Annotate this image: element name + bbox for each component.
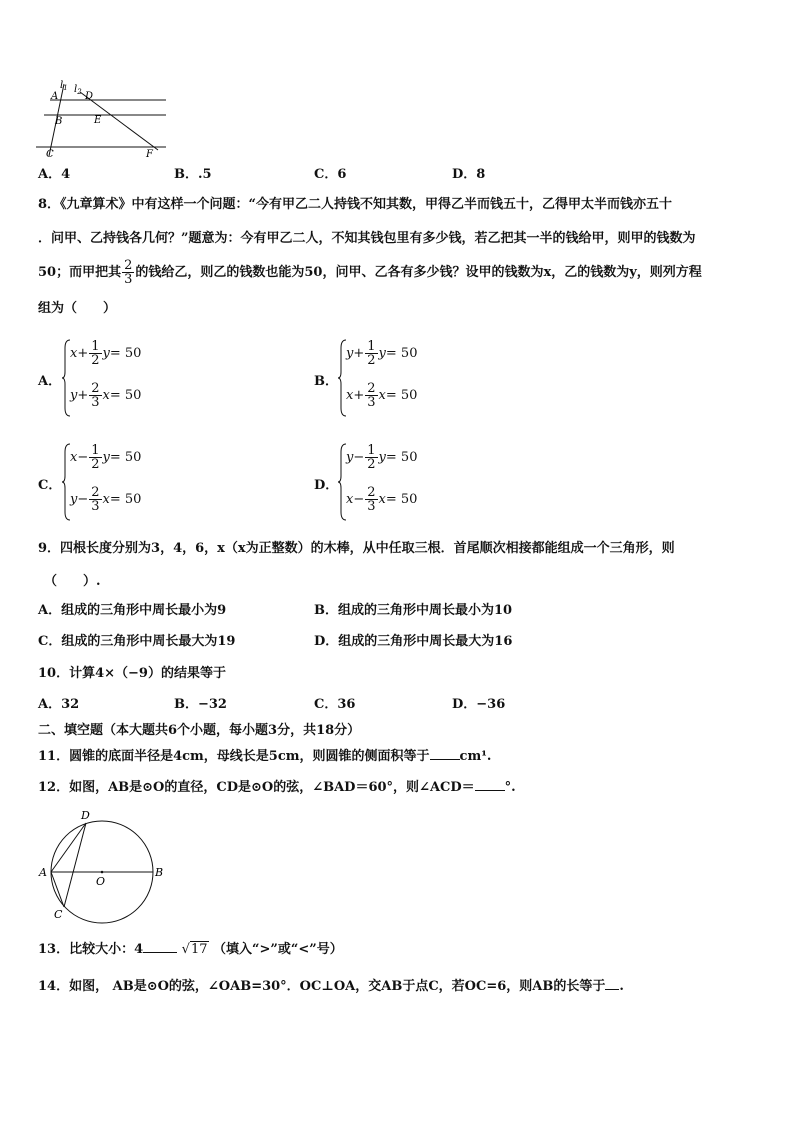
figure-parallel-lines [34,78,174,160]
q8-option-c-system[interactable]: x− $\frac{1}{2}$ y= 50 y− $\frac{2}{3}$ x= 50 [62,442,222,522]
q8-line-1: 8．《九章算术》中有这样一个问题：“今有甲乙二人持钱不知其数，甲得乙半而钱五十，乙得甲太半而钱亦五十 [38,197,673,212]
q9-option-c[interactable]: C．组成的三角形中周长最大为19 [38,634,236,649]
q8-line-4: 组为（ ） [38,301,117,316]
label-O: O [96,875,106,888]
center-point [101,871,104,874]
q8-option-b-label[interactable]: B． [314,374,338,389]
q7-option-c[interactable]: C．6 [314,167,347,182]
q8-option-a-system[interactable]: x+ $\frac{1}{2}$ y= 50 y+ $\frac{2}{3}$ x= 50 [62,338,222,418]
q10-option-d[interactable]: D．−36 [452,697,506,712]
q8-option-b-system[interactable]: y+ $\frac{1}{2}$ y= 50 x+ $\frac{2}{3}$ x= 50 [338,338,498,418]
q13-line: 13．比较大小：4 √17 （填入“>”或“<”号） [38,942,343,957]
label-F: F [146,149,153,160]
q12-line: 12．如图，AB是⊙O的直径，CD是⊙O的弦，∠BAD＝60°，则∠ACD＝ °. [38,780,516,795]
q13-answer-blank[interactable] [143,952,177,953]
fraction-two-thirds: $\frac{2}{3}$ [124,258,133,287]
label-l2: $l_2$ [74,84,82,96]
chord-ad [51,823,86,872]
q8-option-c-label[interactable]: C． [38,478,62,493]
q9-line-2: （ ）. [44,574,101,589]
q8-option-d-label[interactable]: D． [314,478,339,493]
q8-line-3: 50；而甲把其 $\frac{2}{3}$ 的钱给乙，则乙的钱数也能为50，问甲、乙各有多少钱？设甲的钱数为x，乙的钱数为y，则列方程 [38,258,702,287]
label-A: A [39,866,47,879]
q9-option-d[interactable]: D．组成的三角形中周长最大为16 [314,634,513,649]
q10-option-b[interactable]: B．−32 [174,697,227,712]
label-B: B [155,866,164,879]
q7-option-b[interactable]: B．.5 [174,167,212,182]
q7-option-a[interactable]: A．4 [38,167,71,182]
q8-line-2: ．问甲、乙持钱各几何？”题意为：今有甲乙二人，不知其钱包里有多少钱，若乙把其一半的钱给甲，则甲的钱数为 [38,231,696,246]
label-D: D [85,91,94,102]
q11-line: 11．圆锥的底面半径是4cm，母线长是5cm，则圆锥的侧面积等于 cm¹. [38,749,492,764]
figure-circle [34,806,170,924]
q10-option-c[interactable]: C．36 [314,697,356,712]
label-C: C [54,908,63,921]
q9-line-1: 9．四根长度分别为3，4，6，x（x为正整数）的木棒，从中任取三根．首尾顺次相接都能组成一个三角形，则 [38,541,675,556]
q8-option-d-system[interactable]: y− $\frac{1}{2}$ y= 50 x− $\frac{2}{3}$ x= 50 [338,442,498,522]
label-C: C [46,149,54,160]
q11-answer-blank[interactable] [430,759,460,760]
label-B: B [55,116,63,127]
q14-answer-blank[interactable] [605,989,619,990]
label-l1: $l_1$ [60,80,68,92]
chord-ac [51,872,64,907]
q8-option-a-label[interactable]: A． [38,374,62,389]
label-A: A [51,91,59,102]
q12-answer-blank[interactable] [475,790,505,791]
label-E: E [94,115,102,126]
q10-line: 10．计算4×（−9）的结果等于 [38,666,226,681]
q9-option-b[interactable]: B．组成的三角形中周长最小为10 [314,603,513,618]
q10-option-a[interactable]: A．32 [38,697,80,712]
q14-line: 14．如图， AB是⊙O的弦，∠OAB=30°．OC⊥OA，交AB于点C，若OC=6，则AB的长等于 . [38,979,624,994]
sqrt-17: √17 [181,942,208,957]
label-D: D [81,809,90,822]
section-2-heading: 二、填空题（本大题共6个小题，每小题3分，共18分） [38,723,361,738]
q9-option-a[interactable]: A．组成的三角形中周长最小为9 [38,603,227,618]
chord-cd [64,823,86,907]
q7-option-d[interactable]: D．8 [452,167,486,182]
